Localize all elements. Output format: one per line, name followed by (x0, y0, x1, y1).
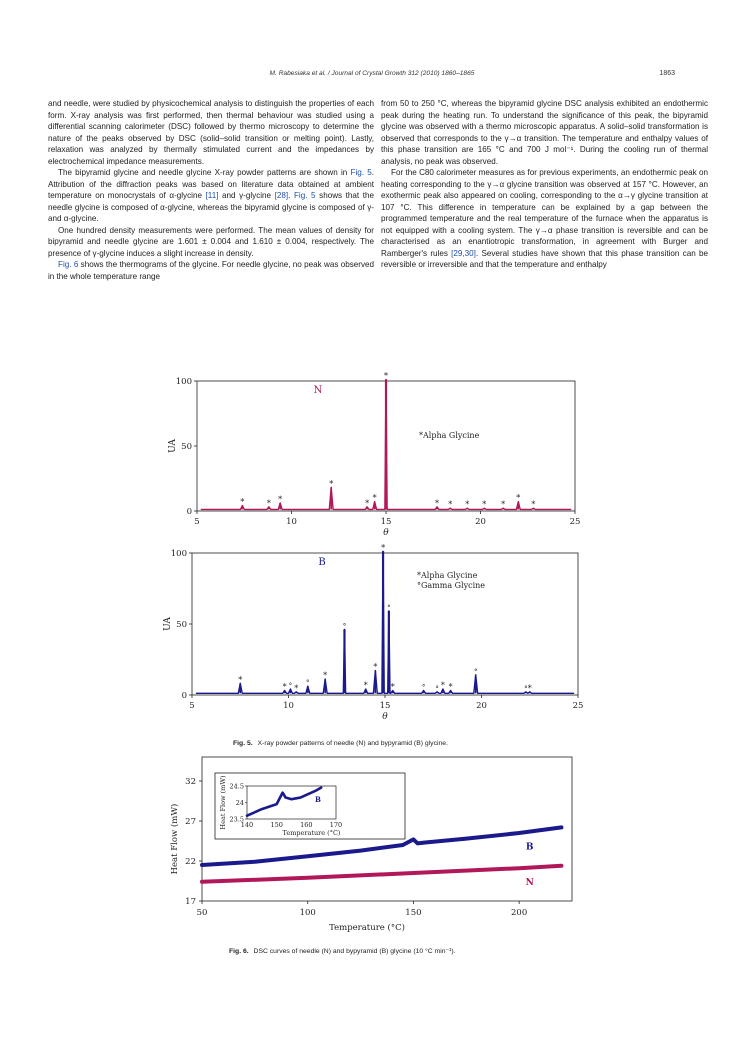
page-number: 1863 (659, 70, 675, 77)
x-axis-label: θ (383, 528, 389, 538)
panel-label: N (313, 385, 323, 396)
peak-marker: * (323, 671, 328, 681)
x-tick-label: 100 (299, 908, 316, 918)
xrd-panel-needle (168, 371, 580, 538)
legend-entry: *Alpha Glycine (419, 431, 480, 440)
x-tick-label: 140 (240, 821, 254, 829)
xrd-panel-bipyramid (163, 543, 583, 722)
peak-marker: * (365, 498, 370, 508)
x-tick-label: 50 (196, 908, 208, 918)
text-run: . (288, 191, 294, 200)
text-run: and γ-glycine (218, 191, 275, 200)
x-tick-label: 200 (511, 908, 528, 918)
peak-marker: * (516, 493, 521, 503)
x-tick-label: 5 (194, 517, 200, 527)
x-tick-label: 20 (475, 517, 486, 527)
series-label: B (525, 842, 534, 853)
peak-marker: * (390, 682, 395, 692)
peak-marker: ° (288, 682, 293, 691)
peak-marker: * (372, 493, 377, 503)
x-tick-label: 10 (286, 517, 297, 527)
peak-marker: ° (342, 622, 347, 631)
y-tick-label: 0 (181, 691, 187, 701)
peak-marker: * (329, 479, 334, 489)
x-tick-label: 150 (405, 908, 422, 918)
y-axis-label: UA (168, 439, 178, 453)
y-tick-label: 0 (186, 507, 192, 517)
peak-marker: * (465, 500, 470, 510)
peak-marker: * (278, 494, 283, 504)
y-axis-label: Heat Flow (mW) (219, 775, 227, 830)
peak-marker: ° (524, 684, 528, 693)
text-run: shows the thermograms of the glycine. For needle glycine, no peak was observed in the whole temperature range (48, 260, 374, 281)
fig5-caption (233, 740, 448, 747)
fig5-caption-label: Fig. 5. (233, 740, 253, 747)
paragraph: One hundred density measurements were performed. The mean values of density for bipyramid and needle glycine are 1.601 ± 0.004 and 1.610 ± 0.004, respectively. The presence of γ-glycine induces a slight increase in density. (48, 225, 374, 258)
y-tick-label: 32 (185, 777, 196, 787)
x-tick-label: 25 (569, 517, 581, 527)
plot-frame (192, 553, 578, 695)
text-run: . Attribution of the diffraction peaks was based on literature data obtained at ambient temperature on monocrystals of α-glycine (48, 168, 374, 200)
citation-link[interactable]: [11] (205, 191, 219, 200)
peak-marker: ° (421, 683, 426, 692)
peak-marker: * (440, 681, 445, 691)
dsc-inset-chart (215, 773, 405, 839)
y-tick-label: 50 (181, 442, 192, 452)
citation-link[interactable]: [28] (274, 191, 289, 200)
peak-marker: * (363, 681, 368, 691)
peak-marker: * (240, 497, 245, 507)
x-axis-label: Temperature (°C) (329, 923, 405, 933)
legend-entry: *Alpha Glycine (417, 571, 478, 580)
fig6-caption-text: DSC curves of needle (N) and bypyramid (B) glycine (10 °C min⁻¹). (253, 948, 456, 955)
legend-entry: °Gamma Glycine (417, 581, 486, 590)
text-run: shows that the needle glycine is composed of α-glycine, whereas the bipyramid glycine is composed of γ- and α-glycine. (48, 191, 374, 223)
x-tick-label: 170 (329, 821, 343, 829)
text-run: The bipyramid glycine and needle glycine X-ray powder patterns are shown in (58, 168, 351, 177)
running-title: M. Rabesiaka et al. / Journal of Crystal Growth 312 (2010) 1860–1865 (269, 70, 475, 77)
peak-marker: * (448, 500, 453, 510)
peak-marker: * (448, 682, 453, 692)
text-run: For the C80 calorimeter measures as for previous experiments, an endothermic peak on heating corresponding to the γ→α glycine transition was observed at 157 °C. However, an exothermic peak also appeared on cooling, corresponding to the α→γ glycine transition at 107 °C. This difference in temperature can be explained by a gap between the programmed temperature and the real temperature of the furnace when the apparatus is not equipped with a cooling system. The γ→α phase transition is reversible and can be characterised as an enantiotropic transformation, in agreement with Burger and Ramberger's rules (381, 168, 708, 258)
fig6-caption (229, 947, 456, 955)
peak-marker: * (381, 543, 386, 553)
figure-link[interactable]: Fig. 5 (350, 168, 372, 177)
fig6-caption-label: Fig. 6. (229, 948, 249, 955)
y-tick-label: 23.5 (229, 815, 244, 824)
y-tick-label: 24 (235, 799, 244, 807)
y-axis-label: UA (163, 617, 173, 631)
x-tick-label: 15 (379, 701, 391, 711)
y-tick-label: 27 (185, 817, 196, 827)
y-tick-label: 100 (175, 377, 192, 387)
peak-marker: ° (306, 679, 310, 688)
x-axis-label: θ (382, 712, 388, 722)
x-tick-label: 20 (476, 701, 487, 711)
figure-link[interactable]: Fig. 5 (293, 191, 316, 200)
peak-marker: * (501, 500, 506, 510)
series-label: N (525, 877, 534, 888)
diffraction-trace (196, 551, 574, 693)
peak-marker: * (373, 662, 378, 672)
fig5-caption-text: X-ray powder patterns of needle (N) and bypyramid (B) glycine. (257, 740, 448, 747)
inset-series-label: B (315, 795, 321, 804)
peak-marker: ° (473, 667, 478, 676)
x-tick-label: 15 (380, 517, 392, 527)
peak-marker: * (531, 500, 536, 510)
x-axis-label: Temperature (°C) (282, 829, 341, 837)
peak-marker: ° (387, 603, 391, 612)
peak-marker: ° (435, 684, 439, 693)
y-tick-label: 50 (176, 620, 187, 630)
y-tick-label: 24.5 (229, 782, 244, 791)
inset-plot-frame (247, 786, 336, 819)
peak-marker: * (282, 682, 287, 692)
x-tick-label: 160 (300, 821, 313, 829)
y-axis-label: Heat Flow (mW) (170, 803, 180, 875)
peak-marker: * (294, 683, 299, 693)
figure-link[interactable]: Fig. 6 (58, 260, 79, 269)
paragraph: from 50 to 250 °C, whereas the bipyramid glycine DSC analysis exhibited an endothermic peak during the heating run. To understand the significance of this peak, the bipyramid glycine was observed with a thermo microscopic apparatus. A solid–solid transformation is observed that corresponds to the γ→α transition. The temperature and enthalpy values of this phase transition are 165 °C and 700 J mol⁻¹. During the cooling run of thermal analysis, no peak was observed. (381, 99, 708, 166)
y-tick-label: 22 (185, 857, 196, 867)
x-tick-label: 25 (572, 701, 584, 711)
citation-link[interactable]: [29,30] (451, 248, 476, 258)
peak-marker: * (238, 675, 243, 685)
peak-marker: * (384, 371, 388, 381)
peak-marker: * (527, 683, 532, 693)
text-run: . Several studies have shown that this phase transition can be reversible or irreversible and that the temperature and enthalpy (381, 248, 708, 269)
dsc-series-n (202, 866, 561, 882)
x-tick-label: 5 (189, 701, 195, 711)
x-tick-label: 150 (270, 821, 283, 829)
panel-label: B (318, 557, 326, 568)
y-tick-label: 100 (170, 549, 187, 559)
paragraph: and needle, were studied by physicochemical analysis to distinguish the properties of each form. X-ray analysis was first performed, then thermal behaviour was studied using a differential scanning calorimeter (DSC) followed by thermo microscopy to determine the nature of the peaks observed by DSC (solid–solid transition or melting point). Lastly, relaxation was analyzed by thermally stimulated current and the impedances by electrochemical impedance measurements. (48, 99, 374, 166)
peak-marker: * (482, 500, 487, 510)
peak-marker: * (435, 498, 440, 508)
y-tick-label: 17 (185, 897, 196, 907)
x-tick-label: 10 (283, 701, 294, 711)
peak-marker: * (266, 498, 271, 508)
